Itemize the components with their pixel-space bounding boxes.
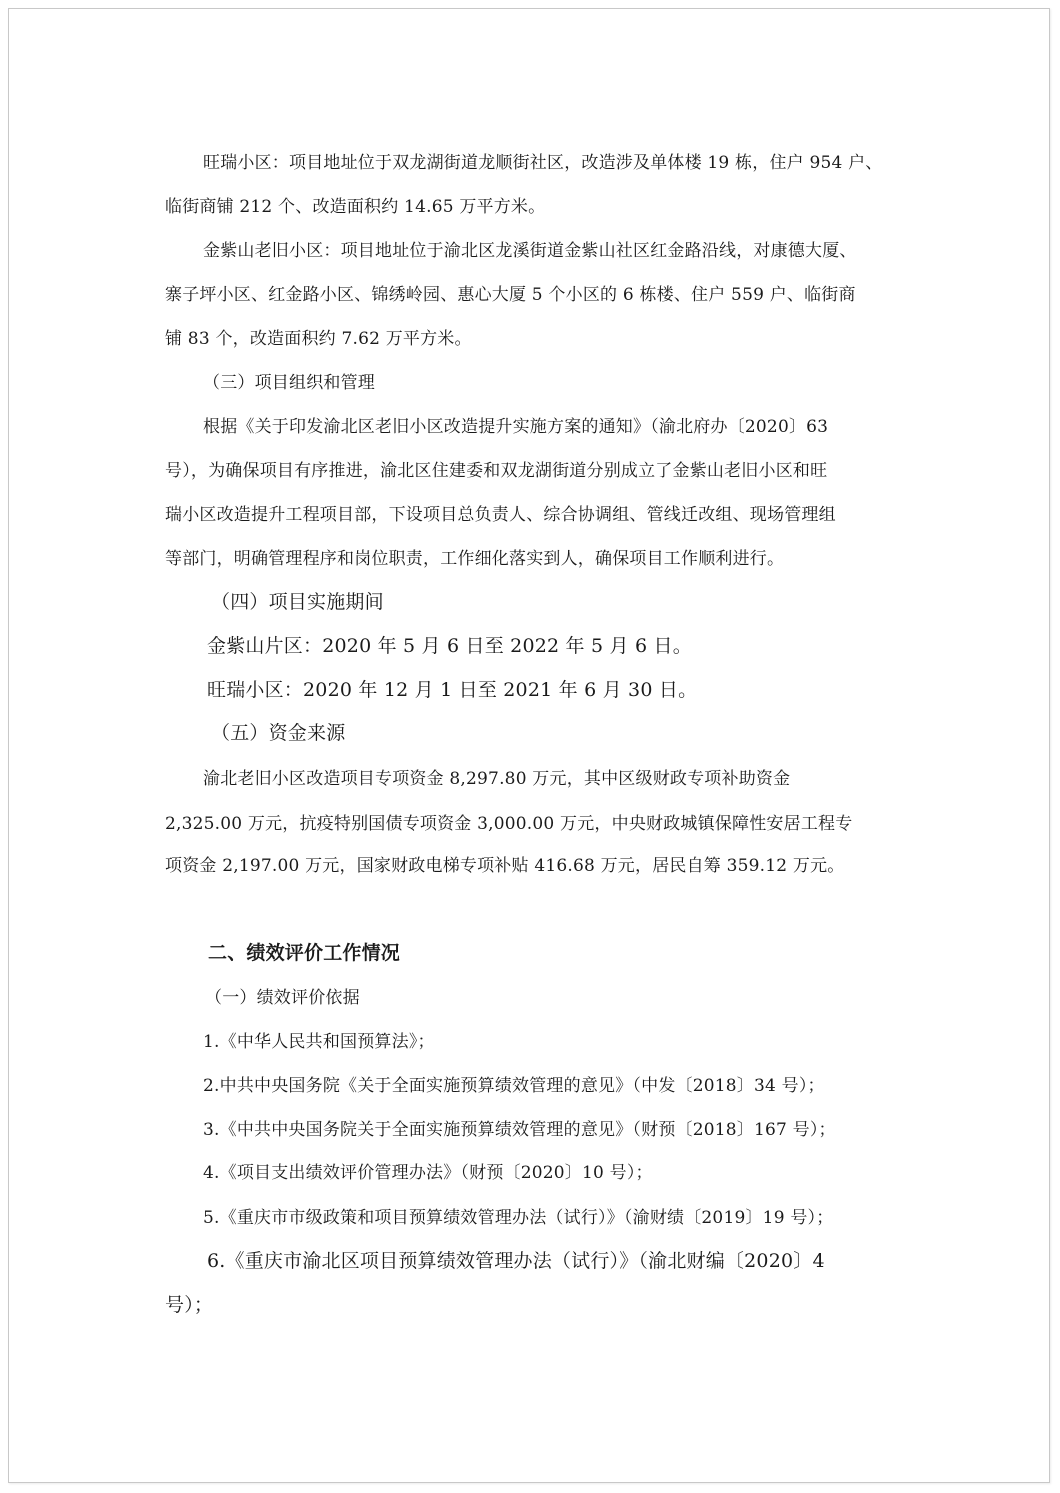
section-5-line-1: 渝北老旧小区改造项目专项资金 8,297.80 万元，其中区级财政专项补助资金 (203, 769, 791, 789)
section-3-heading: （三）项目组织和管理 (203, 373, 375, 393)
basis-item-1: 1.《中华人民共和国预算法》； (203, 1032, 435, 1052)
paragraph-wangrui-line-2: 临街商铺 212 个、改造面积约 14.65 万平方米。 (165, 197, 546, 217)
basis-item-6-line-1: 6.《重庆市渝北区项目预算绩效管理办法（试行）》（渝北财编〔2020〕4 (207, 1250, 825, 1272)
section-4-line-1: 金紫山片区：2020 年 5 月 6 日至 2022 年 5 月 6 日。 (207, 635, 692, 657)
paragraph-jinzishan-line-2: 寨子坪小区、红金路小区、锦绣岭园、惠心大厦 5 个小区的 6 栋楼、住户 559 户、临街商 (165, 285, 856, 305)
basis-item-3: 3.《中共中央国务院关于全面实施预算绩效管理的意见》（财预〔2018〕167 号）； (203, 1120, 836, 1140)
paragraph-jinzishan-line-1: 金紫山老旧小区：项目地址位于渝北区龙溪街道金紫山社区红金路沿线，对康德大厦、 (203, 241, 857, 261)
basis-item-2: 2.中共中央国务院《关于全面实施预算绩效管理的意见》（中发〔2018〕34 号）； (203, 1076, 825, 1096)
section-3-line-2: 号），为确保项目有序推进，渝北区住建委和双龙湖街道分别成立了金紫山老旧小区和旺 (165, 461, 828, 481)
section-3-line-1: 根据《关于印发渝北区老旧小区改造提升实施方案的通知》（渝北府办〔2020〕63 (203, 417, 829, 437)
basis-item-6-line-2: 号）； (165, 1294, 214, 1316)
paragraph-jinzishan-line-3: 铺 83 个，改造面积约 7.62 万平方米。 (165, 329, 472, 349)
part-2-heading: 二、绩效评价工作情况 (208, 942, 401, 964)
section-5-line-2: 2,325.00 万元，抗疫特别国债专项资金 3,000.00 万元，中央财政城镇保障性安居工程专 (165, 814, 853, 834)
basis-item-5: 5.《重庆市市级政策和项目预算绩效管理办法（试行）》（渝财绩〔2019〕19 号）； (203, 1208, 834, 1228)
paragraph-wangrui-line-1: 旺瑞小区：项目地址位于双龙湖街道龙顺街社区，改造涉及单体楼 19 栋，住户 954 户、 (203, 153, 883, 173)
section-5-line-3: 项资金 2,197.00 万元，国家财政电梯专项补贴 416.68 万元，居民自筹 359.12 万元。 (165, 856, 845, 876)
section-4-line-2: 旺瑞小区：2020 年 12 月 1 日至 2021 年 6 月 30 日。 (207, 679, 698, 701)
section-4-heading: （四）项目实施期间 (211, 591, 384, 613)
basis-item-4: 4.《项目支出绩效评价管理办法》（财预〔2020〕10 号）； (203, 1163, 653, 1183)
section-3-line-3: 瑞小区改造提升工程项目部，下设项目总负责人、综合协调组、管线迁改组、现场管理组 (165, 505, 836, 525)
section-3-line-4: 等部门，明确管理程序和岗位职责，工作细化落实到人，确保项目工作顺利进行。 (165, 549, 785, 569)
part-2-sub-heading-1: （一）绩效评价依据 (205, 988, 360, 1008)
section-5-heading: （五）资金来源 (211, 722, 346, 744)
